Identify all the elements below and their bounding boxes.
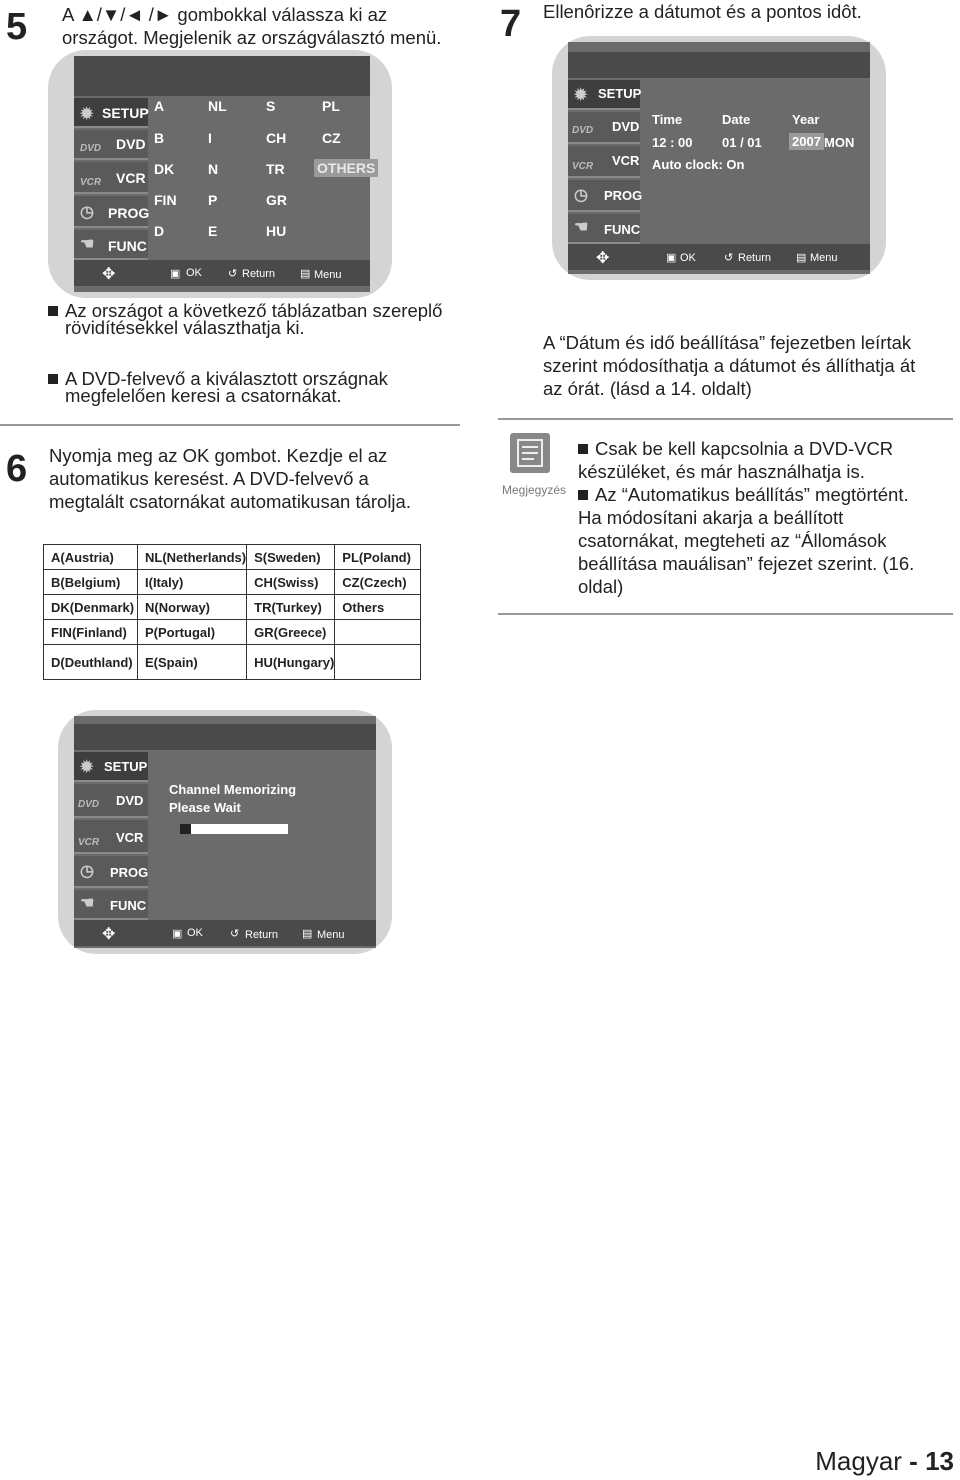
return-icon: ↺: [230, 928, 240, 940]
screen-bottom-bar: [74, 260, 370, 286]
menu-item-setup[interactable]: ✹ SETUP: [74, 98, 148, 128]
footer-language: Magyar: [815, 1446, 902, 1476]
menu-item-func[interactable]: ☚ FUNC: [74, 230, 148, 260]
menu-item-prog[interactable]: ◷ PROG: [74, 196, 148, 228]
country-option[interactable]: CH: [266, 130, 287, 146]
year-label: Year: [792, 112, 820, 127]
table-row: FIN(Finland) P(Portugal) GR(Greece): [44, 620, 421, 645]
ok-icon: ▣: [170, 268, 181, 280]
gear-icon: ✹: [574, 87, 588, 104]
return-icon: ↺: [228, 268, 238, 280]
menu-item-dvd[interactable]: DVD DVD: [568, 112, 640, 144]
ok-label: OK: [680, 252, 696, 264]
menu-item-setup[interactable]: ✹ SETUP: [74, 752, 148, 782]
time-value[interactable]: 12 : 00: [652, 135, 693, 150]
country-option[interactable]: E: [208, 223, 218, 239]
screen-title-bar: [74, 724, 376, 750]
dvd-icon: DVD: [572, 125, 594, 136]
step-number-7: 7: [500, 3, 522, 45]
menu-item-prog[interactable]: ◷ PROG: [568, 180, 640, 212]
country-option[interactable]: P: [208, 192, 218, 208]
return-icon: ↺: [724, 252, 734, 264]
country-code-table: [43, 544, 421, 680]
memorizing-content: [150, 752, 376, 920]
country-option[interactable]: A: [154, 98, 165, 114]
return-label: Return: [242, 268, 276, 280]
step5-line1: A ▲/▼/◄ /► gombokkal válassza ki az: [62, 4, 388, 25]
menu-item-vcr[interactable]: VCR VCR: [74, 162, 148, 194]
country-option[interactable]: GR: [266, 192, 287, 208]
dvd-icon: DVD: [78, 799, 100, 810]
table-row: B(Belgium) I(Italy) CH(Swiss) CZ(Czech): [44, 570, 421, 595]
bullet-icon: [578, 490, 588, 500]
step5-instruction: [62, 3, 441, 49]
divider: [498, 613, 953, 615]
step6-instruction: Nyomja meg az OK gombot. Kezdje el az automatikus keresést. A DVD-felvevő a megtalált csatornákat automatikusan tárolja.: [49, 445, 411, 512]
screen-title-bar: [568, 52, 870, 78]
divider: [0, 424, 460, 426]
ok-label: OK: [187, 927, 203, 939]
menu-item-vcr[interactable]: VCR VCR: [74, 820, 148, 854]
step5-line2: országot. Megjelenik az országválasztó menü.: [62, 27, 442, 48]
menu-label: Menu: [317, 929, 345, 941]
hand-icon: ☚: [80, 236, 95, 253]
year-value[interactable]: 2007: [789, 133, 824, 150]
navigate-icon: ✥: [102, 266, 116, 283]
country-option[interactable]: CZ: [322, 130, 341, 146]
hand-icon: ☚: [80, 895, 95, 912]
country-grid: [150, 96, 376, 260]
menu-icon: ▤: [302, 928, 313, 940]
note-label: Megjegyzés: [502, 483, 567, 497]
gear-icon: ✹: [80, 106, 94, 123]
table-row: D(Deuthland) E(Spain) HU(Hungary): [44, 645, 421, 680]
country-option[interactable]: DK: [154, 161, 175, 177]
clock-icon: ◷: [574, 187, 588, 204]
bullet-icon: [48, 374, 58, 384]
clock-icon: ◷: [80, 204, 94, 221]
memorizing-title: Channel Memorizing: [169, 782, 297, 797]
country-option[interactable]: D: [154, 223, 165, 239]
clock-screen: [552, 36, 886, 280]
step-number-6: 6: [6, 448, 28, 490]
country-option[interactable]: NL: [208, 98, 227, 114]
note-text: Csak be kell kapcsolnia a DVD-VCR készüléket, és már használhatja is. Az “Automatikus beállítás” megtörtént. Ha módosítani akarja a beállított csatornákat, megteheti az “Állomások beállítása mauálisan” fejezet szerint. (16. oldal): [578, 438, 915, 597]
return-label: Return: [738, 252, 772, 264]
country-option[interactable]: N: [208, 161, 219, 177]
step5-note-2: A DVD-felvevő a kiválasztott országnak megfelelően keresi a csatornákat.: [48, 370, 388, 404]
navigate-icon: ✥: [102, 926, 116, 943]
menu-label: Menu: [314, 269, 342, 281]
date-label: Date: [722, 112, 751, 127]
country-option-selected[interactable]: OTHERS: [314, 159, 378, 177]
menu-item-dvd[interactable]: DVD DVD: [74, 784, 148, 818]
country-option[interactable]: HU: [266, 223, 287, 239]
country-option[interactable]: I: [208, 130, 212, 146]
page-number: 13: [925, 1446, 954, 1476]
footer-separator: -: [909, 1446, 918, 1476]
vcr-icon: VCR: [80, 177, 102, 188]
ok-label: OK: [186, 267, 202, 279]
country-option[interactable]: S: [266, 98, 276, 114]
bullet-icon: [48, 306, 58, 316]
dvd-icon: DVD: [80, 143, 102, 154]
step-number-5: 5: [6, 6, 28, 48]
country-select-screen: [48, 50, 392, 298]
screen-bottom-bar: [568, 244, 870, 270]
navigate-icon: ✥: [596, 250, 610, 267]
gear-icon: ✹: [80, 759, 94, 776]
progress-bar-fill: [180, 824, 191, 834]
menu-icon: ▤: [300, 268, 311, 280]
please-wait-text: Please Wait: [169, 800, 241, 815]
country-option[interactable]: B: [154, 130, 165, 146]
channel-memorizing-screen: [58, 710, 392, 954]
menu-item-prog[interactable]: ◷ PROG: [74, 856, 148, 888]
table-row: DK(Denmark) N(Norway) TR(Turkey) Others: [44, 595, 421, 620]
step7-note: A “Dátum és idő beállítása” fejezetben leírtak szerint módosíthatja a dátumot és állíthatja át az órát. (lásd a 14. oldalt): [543, 332, 916, 399]
return-label: Return: [245, 929, 279, 941]
time-label: Time: [652, 112, 683, 127]
clock-settings: [642, 80, 870, 244]
country-option[interactable]: PL: [322, 98, 340, 114]
clock-icon: ◷: [80, 863, 94, 880]
menu-item-vcr[interactable]: VCR VCR: [568, 146, 640, 178]
day-value: MON: [824, 135, 855, 150]
screen-title-bar: [74, 56, 370, 96]
ok-icon: ▣: [172, 928, 183, 940]
vcr-icon: VCR: [78, 837, 100, 848]
menu-item-dvd[interactable]: DVD DVD: [74, 130, 148, 160]
vcr-icon: VCR: [572, 161, 594, 172]
step5-note-1: Az országot a következő táblázatban szereplő rövidítésekkel választhatja ki.: [48, 302, 442, 336]
country-option[interactable]: FIN: [154, 192, 177, 208]
table-row: A(Austria) NL(Netherlands) S(Sweden) PL(Poland): [44, 545, 421, 570]
auto-clock-setting[interactable]: Auto clock: On: [652, 157, 745, 172]
page-footer: [815, 1446, 954, 1477]
menu-icon: ▤: [796, 252, 807, 264]
date-value[interactable]: 01 / 01: [722, 135, 762, 150]
step7-instruction: Ellenôrizze a dátumot és a pontos idôt.: [543, 1, 862, 22]
ok-icon: ▣: [666, 252, 677, 264]
progress-bar: [180, 824, 288, 834]
menu-item-func[interactable]: ☚ FUNC: [74, 890, 148, 920]
screen-bottom-bar: [74, 920, 376, 946]
divider: [498, 418, 953, 420]
menu-item-func[interactable]: ☚ FUNC: [568, 214, 640, 244]
country-option[interactable]: TR: [266, 161, 285, 177]
hand-icon: ☚: [574, 219, 589, 236]
bullet-icon: [578, 444, 588, 454]
menu-item-setup[interactable]: ✹ SETUP: [568, 80, 640, 110]
note-icon: [510, 433, 550, 473]
menu-label: Menu: [810, 252, 838, 264]
